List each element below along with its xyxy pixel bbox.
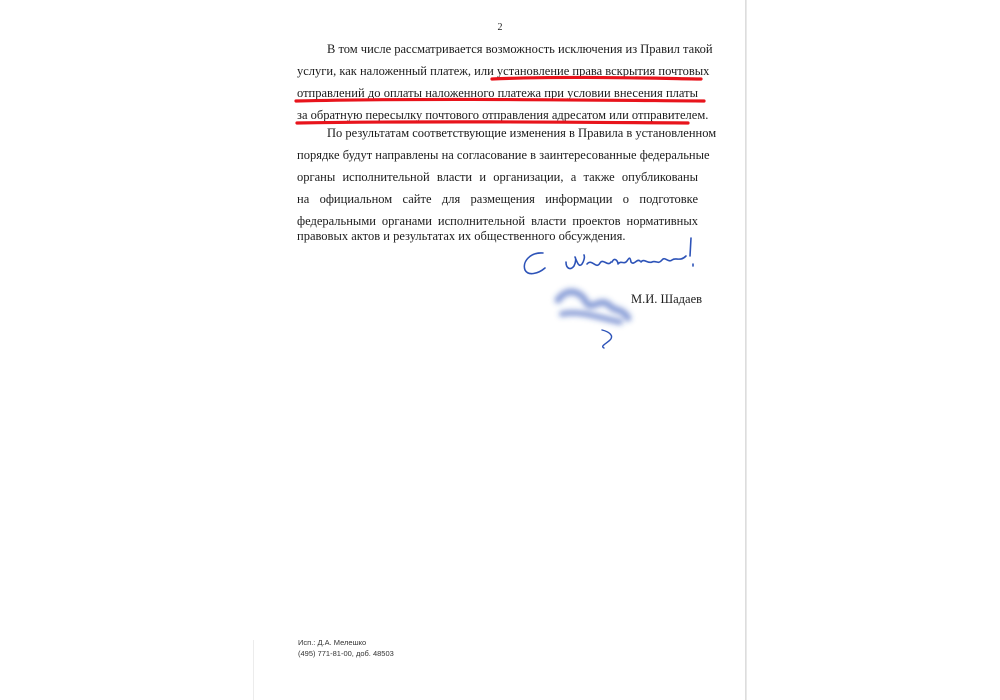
paragraph-1-line-2: услуги, как наложенный платеж, или установление права вскрытия почтовых <box>297 64 710 78</box>
paragraph-2-line-1: По результатам соответствующие изменения в Правила в установленном <box>327 126 717 140</box>
executor-name: Исп.: Д.А. Мелешко <box>298 638 367 647</box>
paragraph-2-line-2: порядке будут направлены на согласование в заинтересованные федеральные <box>297 148 710 162</box>
signature-scribble <box>558 292 628 322</box>
paragraph-2-line-6: правовых актов и результатах их общественного обсуждения. <box>297 229 626 243</box>
page-right-edge <box>745 0 747 700</box>
executor-phone: (495) 771-81-00, доб. 48503 <box>298 649 394 658</box>
page-number: 2 <box>497 22 503 33</box>
executor-block <box>298 637 394 659</box>
paragraph-2-line-4: на официальном сайте для размещения информации о подготовке <box>297 192 698 206</box>
paragraph-2-line-3: органы исполнительной власти и организации, а также опубликованы <box>297 170 698 184</box>
paragraph-1-line-3: отправлений до оплаты наложенного платежа при условии внесения платы <box>297 86 698 100</box>
paragraph-2-line-5: федеральными органами исполнительной власти проектов нормативных <box>297 214 698 228</box>
signer-name: М.И. Шадаев <box>631 292 703 306</box>
signature-tail <box>602 330 612 348</box>
page-left-edge <box>253 640 254 700</box>
paragraph-1-line-1: В том числе рассматривается возможность исключения из Правил такой <box>327 42 713 56</box>
paragraph-1-line-4: за обратную пересылку почтового отправления адресатом или отправителем. <box>297 108 709 122</box>
